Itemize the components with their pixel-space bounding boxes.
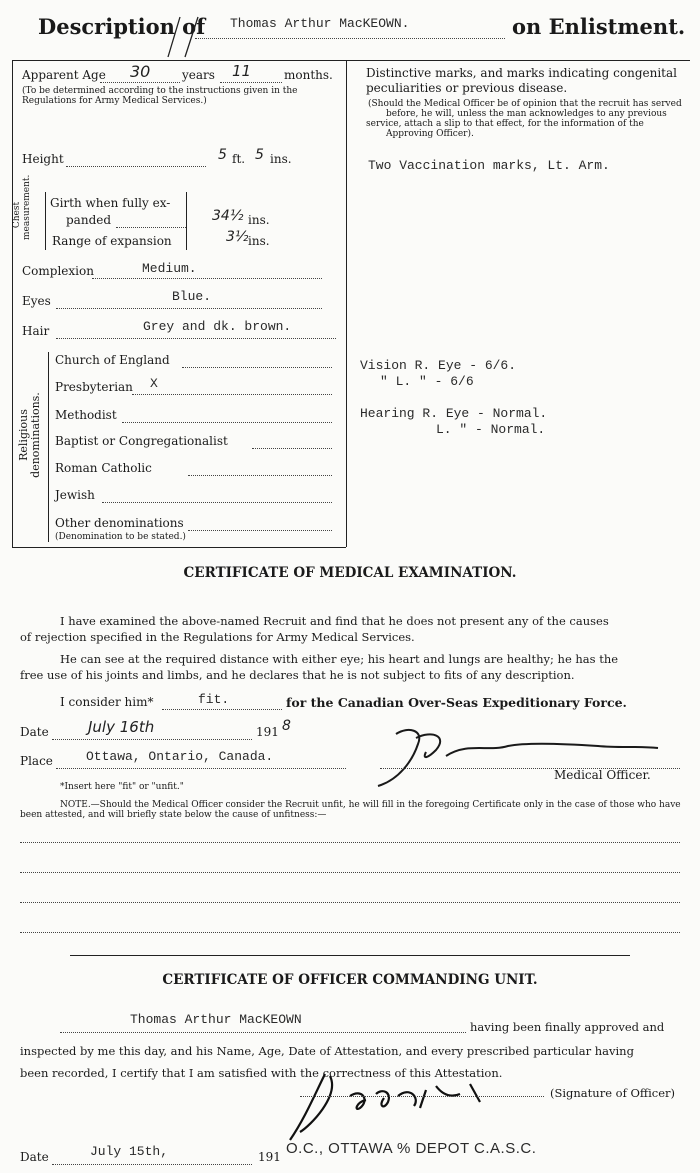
religion-line-4 — [188, 475, 332, 476]
height-inches: 5 — [255, 147, 264, 163]
unfitness-line-4 — [20, 932, 680, 933]
height-feet: 5 — [218, 147, 227, 163]
hair-line — [56, 338, 336, 339]
hearing-right: Hearing R. Eye - Normal. — [360, 406, 548, 421]
girth-label-1: Girth when fully ex- — [50, 196, 171, 210]
distinctive-marks-value: Two Vaccination marks, Lt. Arm. — [368, 158, 610, 173]
hearing-left: L. " - Normal. — [436, 422, 546, 437]
header-suffix: on Enlistment. — [512, 14, 686, 39]
medical-title: CERTIFICATE OF MEDICAL EXAMINATION. — [183, 565, 517, 581]
officer-date-value: July 15th, — [90, 1144, 169, 1159]
medical-date-line — [52, 739, 252, 740]
header-name-line — [195, 38, 505, 39]
religion-line-6 — [188, 530, 332, 531]
religion-baptist: Baptist or Congregationalist — [55, 434, 228, 448]
height-ft-label: ft. — [232, 152, 246, 166]
chest-side-label: Chest measurement. — [12, 174, 32, 240]
consider-post: for the Canadian Over-Seas Expeditionary Force. — [286, 695, 627, 710]
insert-note: *Insert here "fit" or "unfit." — [60, 782, 184, 792]
medical-date-year-digit: 8 — [282, 718, 291, 734]
distinctive-note-3: service, attach a slip to that effect, for the information of the — [366, 119, 644, 129]
medical-para2-line1: He can see at the required distance with either eye; his heart and lungs are healthy; he has the — [60, 652, 619, 666]
place-line — [56, 768, 346, 769]
officer-title: CERTIFICATE OF OFFICER COMMANDING UNIT. — [162, 972, 538, 988]
chest-bracket-right — [186, 192, 187, 250]
complexion-value: Medium. — [142, 261, 197, 276]
age-months-value: 11 — [232, 62, 252, 80]
unfitness-line-3 — [20, 902, 680, 903]
range-value: 3½ — [226, 229, 249, 245]
age-years-value: 30 — [130, 62, 151, 81]
religion-other: Other denominations — [55, 516, 184, 530]
medical-officer-label: Medical Officer. — [554, 768, 651, 782]
hair-label: Hair — [22, 324, 50, 338]
religion-roman-catholic: Roman Catholic — [55, 461, 152, 475]
distinctive-note-1: (Should the Medical Officer be of opinion that the recruit has served — [368, 99, 682, 109]
girth-value: 34½ — [212, 208, 244, 224]
distinctive-note-4: Approving Officer). — [386, 129, 474, 139]
commanding-officer-signature — [270, 1066, 560, 1146]
officer-name-value: Thomas Arthur MacKEOWN — [130, 1012, 302, 1027]
officer-date-year: 191 — [258, 1150, 281, 1164]
hair-value: Grey and dk. brown. — [143, 319, 292, 334]
officer-signature-line — [300, 1096, 544, 1097]
header-prefix: Description of — [38, 14, 206, 39]
distinctive-heading-2: peculiarities or previous disease. — [366, 81, 568, 95]
medical-date-value: July 16th — [88, 718, 155, 736]
religion-line-5 — [102, 502, 332, 503]
religion-jewish: Jewish — [55, 488, 95, 502]
eyes-line — [56, 308, 322, 309]
officer-line1-post: having been finally approved and — [470, 1020, 665, 1034]
religion-line-3 — [252, 448, 332, 449]
age-years-line — [100, 82, 180, 83]
medical-date-year: 191 — [256, 725, 279, 739]
place-value: Ottawa, Ontario, Canada. — [86, 749, 274, 764]
religion-side-label: Religious denominations. — [17, 392, 42, 478]
fit-value: fit. — [198, 692, 230, 707]
chest-bracket — [45, 192, 46, 250]
medical-para1-line1: I have examined the above-named Recruit and find that he does not present any of the causes — [60, 614, 609, 628]
apparent-age-label: Apparent Age — [22, 68, 106, 82]
religion-bracket — [48, 352, 49, 542]
eyes-label: Eyes — [22, 294, 51, 308]
complexion-label: Complexion — [22, 264, 94, 278]
officer-line2: inspected by me this day, and his Name, Age, Date of Attestation, and every prescribed particular having — [20, 1044, 634, 1058]
left-rule — [12, 60, 13, 547]
range-label: Range of expansion — [52, 234, 172, 248]
girth-label-2: panded — [66, 213, 112, 227]
height-line-1 — [66, 166, 206, 167]
religion-line-0 — [182, 367, 332, 368]
religion-presbyterian-mark: X — [150, 376, 158, 391]
distinctive-heading-1: Distinctive marks, and marks indicating congenital — [366, 66, 677, 80]
distinctive-note-2: before, he will, unless the man acknowledges to any previous — [386, 109, 667, 119]
girth-line — [116, 227, 186, 228]
vision-left: " L. " - 6/6 — [380, 374, 474, 389]
medical-para2-line2: free use of his joints and limbs, and he declares that he is not subject to fits of any description. — [20, 668, 575, 682]
eyes-value: Blue. — [172, 289, 212, 304]
officer-line3: been recorded, I certify that I am satisfied with the correctness of this Attestation. — [20, 1066, 503, 1080]
years-label: years — [182, 68, 215, 82]
unfitness-line-1 — [20, 842, 680, 843]
left-bottom-rule — [12, 547, 346, 548]
religion-line-1 — [132, 394, 332, 395]
medical-para1-line2: of rejection specified in the Regulations for Army Medical Services. — [20, 630, 415, 644]
range-ins-label: ins. — [248, 234, 270, 248]
recruit-name: Thomas Arthur MacKEOWN. — [230, 16, 410, 31]
officer-unit-stamp: O.C., OTTAWA % DEPOT C.A.S.C. — [286, 1140, 537, 1157]
religion-presbyterian: Presbyterian — [55, 380, 133, 394]
age-months-line — [220, 82, 282, 83]
age-note: (To be determined according to the instructions given in the Regulations for Army Medical Services.) — [22, 86, 298, 106]
religion-line-2 — [122, 422, 332, 423]
officer-signature-label: (Signature of Officer) — [550, 1086, 675, 1100]
complexion-line — [92, 278, 322, 279]
vision-right: Vision R. Eye - 6/6. — [360, 358, 517, 373]
center-rule — [346, 60, 347, 547]
religion-methodist: Methodist — [55, 408, 117, 422]
religion-church-of-england: Church of England — [55, 353, 170, 367]
height-ins-label: ins. — [270, 152, 292, 166]
section-divider — [70, 955, 630, 956]
height-label: Height — [22, 152, 64, 166]
religion-note: (Denomination to be stated.) — [55, 532, 186, 542]
top-rule — [12, 60, 690, 61]
place-label: Place — [20, 754, 53, 768]
fit-line — [162, 709, 282, 710]
officer-date-line — [52, 1164, 252, 1165]
medical-note-1: NOTE.—Should the Medical Officer consider the Recruit unfit, he will fill in the foregoing Certificate only in the case of those who have — [60, 800, 681, 810]
unfitness-line-2 — [20, 872, 680, 873]
medical-date-label: Date — [20, 725, 49, 739]
handwritten-tick-mark — [160, 12, 210, 62]
consider-label: I consider him* — [60, 695, 154, 709]
months-label: months. — [284, 68, 333, 82]
girth-ins-label: ins. — [248, 213, 270, 227]
officer-date-label: Date — [20, 1150, 49, 1164]
medical-note-2: been attested, and will briefly state below the cause of unfitness:— — [20, 810, 327, 820]
officer-name-line — [60, 1032, 466, 1033]
